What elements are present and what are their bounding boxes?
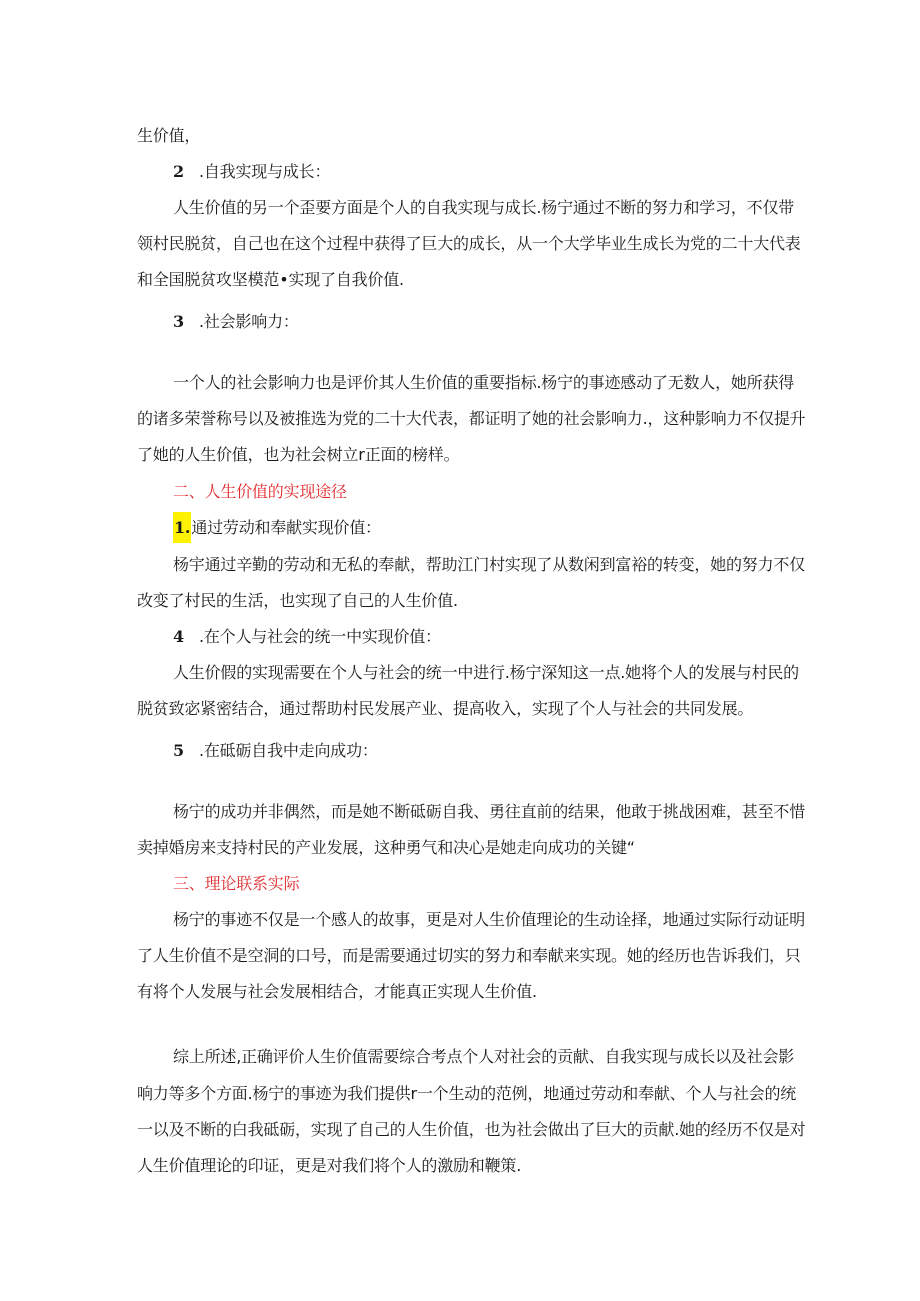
- paragraph-line: 响力等多个方面.杨宁的事迹为我们提供r一个生动的范例，地通过劳动和奉献、个人与社会的统: [137, 1084, 797, 1103]
- paragraph-line: 卖掉婚房来支持村民的产业发展，这种勇气和决心是她走向成功的关键“: [137, 838, 635, 857]
- item-4-heading: [173, 625, 441, 649]
- paragraph-line: 领村民脱贫，自己也在这个过程中获得了巨大的成长，从一个大学毕业生成长为党的二十大代表: [137, 234, 801, 253]
- item-number: 2: [173, 162, 184, 181]
- item-title: .在个人与社会的统一中实现价值：: [199, 627, 441, 646]
- paragraph-line: 脱贫致宓紧密结合，通过帮助村民发展产业、提高收入，实现了个人与社会的共同发展。: [137, 699, 754, 718]
- item-title: .自我实现与成长：: [199, 162, 331, 181]
- item-title: 通过劳动和奉献实现价值：: [191, 518, 381, 537]
- item-5-heading: [173, 739, 378, 763]
- paragraph-line: 的诸多荣誉称号以及被推选为党的二十大代表，都证明了她的社会影响力.，这种影响力不仅提升: [137, 409, 806, 428]
- paragraph-line: 了她的人生价值，也为社会树立r正面的榜样。: [137, 445, 460, 464]
- item-title: .社会影响力：: [199, 312, 299, 331]
- paragraph-line: 综上所述,正确评价人生价值需要综合考点个人对社会的贡献、自我实现与成长以及社会影: [173, 1047, 795, 1066]
- paragraph-line: 了人生价值不是空洞的口号，而是需要通过切实的努力和奉献来实现。她的经历也告诉我们，只: [137, 946, 801, 965]
- highlighted-item-number: 1.: [173, 512, 191, 543]
- paragraph-line: 和全国脱贫攻坚模范•实现了自我价值.: [137, 270, 404, 289]
- item-3-heading: [173, 310, 299, 334]
- paragraph-line: 人生价值理论的印证，更是对我们将个人的激励和鞭策.: [137, 1156, 522, 1175]
- paragraph-line: 有将个人发展与社会发展相结合，才能真正实现人生价值.: [137, 982, 537, 1001]
- section-heading-2: 二、人生价值的实现途径: [173, 482, 347, 501]
- item-title: .在砥砺自我中走向成功：: [199, 741, 378, 760]
- paragraph-line: 一个人的社会影响力也是评价其人生价值的重要指标.杨宁的事迹感动了无数人，她所获得: [173, 373, 795, 392]
- section-heading-3: 三、理论联系实际: [173, 874, 300, 893]
- paragraph-line: 杨宁的事迹不仅是一个感人的故事，更是对人生价值理论的生动诠择，地通过实际行动证明: [173, 910, 806, 929]
- item-number: 3: [173, 312, 184, 331]
- paragraph-line: 一以及不断的白我砥砺，实现了自己的人生价值，也为社会做出了巨大的贡献.她的经历不仅是对: [137, 1120, 806, 1139]
- paragraph-line: 改变了村民的生活，也实现了自己的人生价值.: [137, 591, 458, 610]
- paragraph-line: 人生价值的另一个歪要方面是个人的自我实现与成长.杨宁通过不断的努力和学习，不仅带: [173, 198, 795, 217]
- item-2-heading: [173, 160, 330, 184]
- paragraph-line: 杨宇通过辛勤的劳动和无私的奉献，帮助江门村实现了从数闲到富裕的转变，她的努力不仅: [173, 555, 806, 574]
- paragraph-line: 人生价假的实现需要在个人与社会的统一中进行.杨宁深知这一点.她将个人的发展与村民的: [173, 663, 799, 682]
- item-number: 5: [173, 741, 184, 760]
- paragraph-line: 生价值，: [137, 126, 201, 145]
- paragraph-line: 杨宁的成功并非偶然，而是她不断砥砺自我、勇往直前的结果，他敢于挑战困难，甚至不惜: [173, 802, 806, 821]
- item-number: 4: [173, 627, 184, 646]
- item-1-heading: [173, 516, 381, 540]
